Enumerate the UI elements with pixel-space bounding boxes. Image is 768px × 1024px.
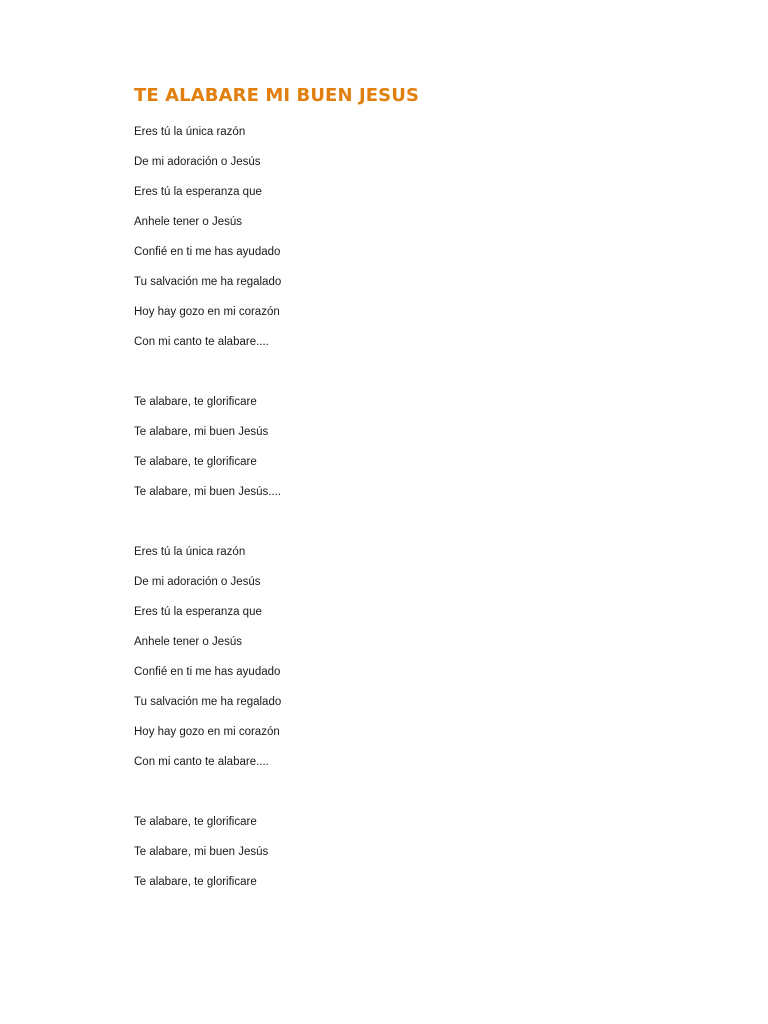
lyric-line: De mi adoración o Jesús [134, 576, 261, 588]
stanza-break [134, 512, 694, 542]
stanza-break [134, 362, 694, 392]
lyric-line: Con mi canto te alabare.... [134, 336, 269, 348]
lyric-line: Hoy hay gozo en mi corazón [134, 306, 280, 318]
lyric-line: Te alabare, te glorificare [134, 876, 257, 888]
lyric-line: Te alabare, mi buen Jesús.... [134, 486, 282, 498]
lyric-line: Te alabare, mi buen Jesús [134, 846, 269, 858]
lyric-line: Confié en ti me has ayudado [134, 246, 281, 258]
lyrics-body [134, 122, 694, 902]
lyric-line: Te alabare, te glorificare [134, 816, 257, 828]
lyric-line: Eres tú la esperanza que [134, 186, 262, 198]
lyric-line: Anhele tener o Jesús [134, 216, 243, 228]
lyric-line: Tu salvación me ha regalado [134, 696, 282, 708]
song-title: TE ALABARE MI BUEN JESUS [134, 85, 420, 106]
lyric-line: Hoy hay gozo en mi corazón [134, 726, 280, 738]
lyric-line: Te alabare, te glorificare [134, 456, 257, 468]
lyric-line: Confié en ti me has ayudado [134, 666, 281, 678]
lyric-line: Eres tú la única razón [134, 546, 246, 558]
lyric-line: De mi adoración o Jesús [134, 156, 261, 168]
lyric-line: Eres tú la esperanza que [134, 606, 262, 618]
lyric-line: Te alabare, te glorificare [134, 396, 257, 408]
lyric-line: Anhele tener o Jesús [134, 636, 243, 648]
lyric-line: Tu salvación me ha regalado [134, 276, 282, 288]
lyric-line: Eres tú la única razón [134, 126, 246, 138]
stanza-break [134, 782, 694, 812]
lyric-line: Con mi canto te alabare.... [134, 756, 269, 768]
lyric-line: Te alabare, mi buen Jesús [134, 426, 269, 438]
